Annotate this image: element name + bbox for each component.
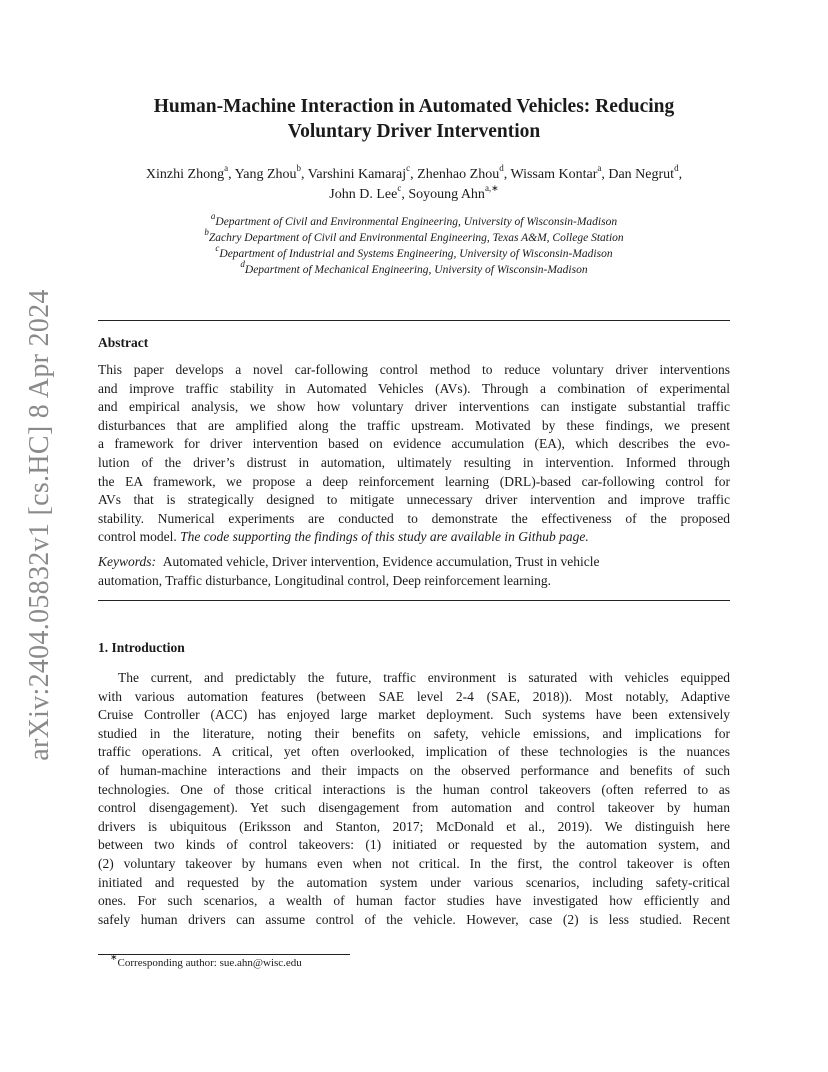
affiliation-mark: b: [204, 227, 209, 238]
author-affiliation-mark: c: [397, 183, 402, 194]
title-line-2: Voluntary Driver Intervention: [287, 121, 541, 142]
abstract-top-rule: [98, 320, 730, 321]
author-affiliation-mark: c: [406, 163, 411, 174]
affiliation: [98, 259, 730, 278]
abstract-last-plain: control model.: [98, 529, 181, 545]
abstract-line: lution of the driver’s distrust in automation, ultimately resulting in intervention. Informed through: [98, 454, 730, 470]
section-heading-introduction: 1. Introduction: [98, 640, 185, 655]
intro-line: of human-machine interactions and their impacts on the observed performance and benefits of such: [98, 762, 730, 778]
author-line-2: John D. Lee$^c$, Soyoung Ahn$^{a,∗}$: [329, 183, 499, 202]
corresponding-author-note: Corresponding author: sue.ahn@wisc.edu: [117, 957, 302, 969]
affiliation-text: Zachry Department of Civil and Environmental Engineering, Texas A&M, College Station: [208, 232, 624, 244]
intro-line: (2) voluntary takeover by humans even when not critical. In the first, the control takeover is often: [98, 855, 730, 871]
affiliation-mark: a: [210, 211, 216, 222]
intro-line: traffic operations. A critical, yet often overlooked, implication of these technologies is the nuances: [98, 744, 730, 760]
keywords-text: Automated vehicle, Driver intervention, Evidence accumulation, Trust in vehicle: [162, 554, 600, 569]
author-name: Varshini Kamaraj: [307, 167, 407, 182]
author-name: Yang Zhou: [234, 167, 297, 182]
arxiv-identifier: arXiv:2404.05832v1 [cs.HC] 8 Apr 2024: [24, 289, 55, 761]
author-name: Wissam Kontar: [510, 167, 598, 182]
intro-line: control disengagement). Yet such disengagement from automation and control takeover by human: [98, 800, 730, 816]
intro-line: initiated and requested by the automation system under various scenarios, including safety-critical: [98, 874, 730, 890]
intro-line: drivers is ubiquitous (Eriksson and Stanton, 2017; McDonald et al., 2019). We distinguish here: [98, 818, 730, 834]
abstract-heading: Abstract: [98, 335, 149, 350]
affiliation: [98, 243, 730, 262]
intro-line: Cruise Controller (ACC) has enjoyed large market deployment. Such systems have been extensively: [98, 707, 730, 723]
introduction-body: [98, 669, 730, 929]
paper-title: [98, 94, 730, 144]
footnote-rule: [98, 954, 350, 955]
code-availability-note: The code supporting the findings of this study are available in Github page.: [180, 529, 589, 545]
abstract-body: [98, 361, 730, 547]
arxiv-stamp: [20, 289, 60, 761]
affiliation-mark: d: [240, 259, 245, 270]
author-list: [90, 165, 738, 205]
affiliation-text: Department of Industrial and Systems Engineering, University of Wisconsin-Madison: [219, 248, 613, 260]
author-affiliation-mark: a,∗: [484, 183, 499, 194]
author-name: Soyoung Ahn: [408, 187, 485, 202]
title-line-1: Human-Machine Interaction in Automated Vehicles: Reducing: [153, 96, 675, 117]
affiliation: [98, 227, 730, 246]
author-name: Dan Negrut: [608, 167, 675, 182]
affiliation-text: Department of Mechanical Engineering, University of Wisconsin-Madison: [244, 264, 588, 276]
abstract-line: stability. Numerical experiments are conducted to demonstrate the effectiveness of the proposed: [98, 510, 730, 526]
abstract-line: and empirical analysis, we show how voluntary driver interventions can instigate substantial traffic: [98, 399, 730, 415]
intro-line: studied in the literature, noting their benefits on safety, vehicle emissions, and implications for: [98, 725, 730, 741]
affiliation-text: Department of Civil and Environmental Engineering, University of Wisconsin-Madison: [215, 216, 618, 228]
intro-line: between two kinds of control takeovers: (1) initiated or requested by the automation system, and: [98, 837, 730, 853]
author-name: Xinzhi Zhong: [145, 167, 225, 182]
abstract-line: disturbances that are amplified along the traffic upstream. Motivated by these findings, we present: [98, 417, 730, 433]
intro-line: with various automation features (between SAE level 2-4 (SAE, 2018)). Most notably, Adaptive: [98, 688, 730, 704]
affiliation: [98, 211, 730, 230]
author-line-1: Xinzhi Zhong$^a$, Yang Zhou$^b$, Varshini Kamaraj$^c$, Zhenhao Zhou$^d$, Wissam Kontar$^a$, Dan Negrut$^d$,: [145, 163, 683, 182]
abstract-line: This paper develops a novel car-following control method to reduce voluntary driver interventions: [98, 362, 730, 377]
author-name: John D. Lee: [329, 187, 398, 202]
affiliation-mark: c: [215, 243, 220, 254]
abstract-bottom-rule: [98, 600, 730, 601]
footnote: [110, 952, 302, 969]
author-affiliation-mark: a: [597, 163, 602, 174]
keywords-line-1: [98, 553, 730, 572]
author-affiliation-mark: d: [674, 163, 679, 174]
intro-line: technologies. One of those critical interactions is the human control takeovers (often referred to as: [98, 781, 730, 797]
footnote-mark: ∗: [110, 952, 118, 963]
author-affiliation-mark: b: [296, 163, 302, 174]
author-affiliation-mark: d: [499, 163, 504, 174]
affiliation-list: [98, 211, 730, 278]
intro-line: The current, and predictably the future, traffic environment is saturated with vehicles equipped: [118, 670, 730, 685]
abstract-line: a framework for driver intervention based on evidence accumulation (EA), which describes the evo-: [98, 436, 730, 452]
intro-line: safely human drivers can assume control of the vehicle. However, case (2) is less studied. Recent: [98, 911, 730, 927]
keywords-line-2: automation, Traffic disturbance, Longitudinal control, Deep reinforcement learning.: [98, 572, 551, 588]
abstract-line: and improve traffic stability in Automated Vehicles (AVs). Through a combination of experimental: [98, 380, 730, 396]
author-affiliation-mark: a: [224, 163, 229, 174]
keywords-label: Keywords:: [98, 554, 156, 569]
abstract-line: the EA framework, we propose a deep reinforcement learning (DRL)-based car-following control for: [98, 473, 730, 489]
abstract-line: AVs that is strategically designed to mitigate unnecessary driver intervention and improve traffic: [98, 492, 730, 508]
author-name: Zhenhao Zhou: [417, 167, 500, 182]
intro-line: ones. For such scenarios, a wealth of human factor studies have investigated how efficiently and: [98, 893, 730, 909]
keywords-block: [98, 553, 730, 590]
abstract-line: [98, 528, 730, 547]
